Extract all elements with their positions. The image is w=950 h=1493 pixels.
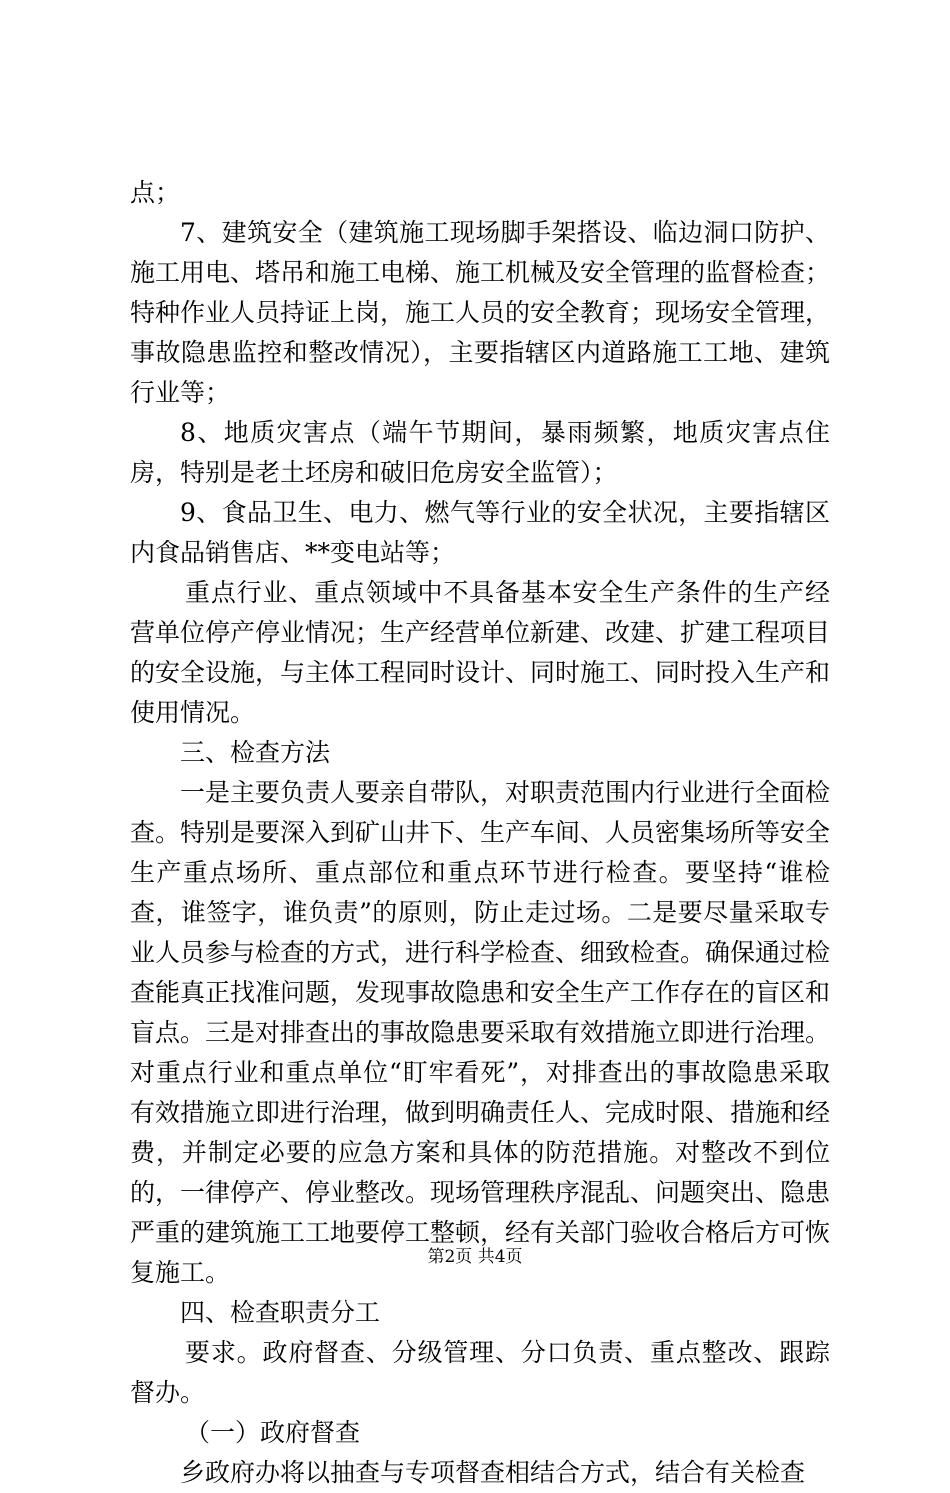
paragraph-methods: 一是主要负责人要亲自带队，对职责范围内行业进行全面检查。特别是要深入到矿山井下、生产车间、人员密集场所等安全生产重点场所、重点部位和重点环节进行检查。要坚持“谁检查，谁签字，谁负责”的原则，防止走过场。二是要尽量采取专业人员参与检查的方式，进行科学检查、细致检查。确保通过检查能真正找准问题，发现事故隐患和安全生产工作存在的盲区和盲点。三是对排查出的事故隐患要采取有效措施立即进行治理。对重点行业和重点单位“盯牢看死”，对排查出的事故隐患采取有效措施立即进行治理，做到明确责任人、完成时限、措施和经费，并制定必要的应急方案和具体的防范措施。对整改不到位的，一律停产、停业整改。现场管理秩序混乱、问题突出、隐患严重的建筑施工工地要停工整顿，经有关部门验收合格后方可恢复施工。	[130, 778, 831, 1287]
paragraph-item-7: 7、建筑安全（建筑施工现场脚手架搭设、临边洞口防护、施工用电、塔吊和施工电梯、施工机械及安全管理的监督检查；特种作业人员持证上岗，施工人员的安全教育；现场安全管理，事故隐患监控和整改情况），主要指辖区内道路施工工地、建筑行业等；	[130, 218, 831, 407]
paragraph-key-industries: 重点行业、重点领域中不具备基本安全生产条件的生产经营单位停产停业情况；生产经营单位新建、改建、扩建工程项目的安全设施，与主体工程同时设计、同时施工、同时投入生产和使用情况。	[130, 578, 831, 727]
section-heading-3: 三、检查方法	[180, 738, 331, 767]
page-number-footer: 第2页 共4页	[427, 1247, 523, 1267]
paragraph-requirements: 要求。政府督查、分级管理、分口负责、重点整改、跟踪督办。	[130, 1338, 830, 1407]
section-heading-4: 四、检查职责分工	[180, 1298, 381, 1327]
document-body	[130, 173, 830, 1493]
paragraph-government-inspection: 乡政府办将以抽查与专项督查相结合方式，结合有关检查	[180, 1458, 806, 1487]
paragraph-item-8: 8、地质灾害点（端午节期间，暴雨频繁，地质灾害点住房，特别是老土坯房和破旧危房安全监管）；	[130, 418, 830, 487]
paragraph-continuation: 点；	[130, 178, 181, 207]
subsection-heading-1: （一）政府督查	[185, 1418, 361, 1447]
paragraph-item-9: 9、食品卫生、电力、燃气等行业的安全状况，主要指辖区内食品销售店、**变电站等；	[130, 498, 830, 567]
